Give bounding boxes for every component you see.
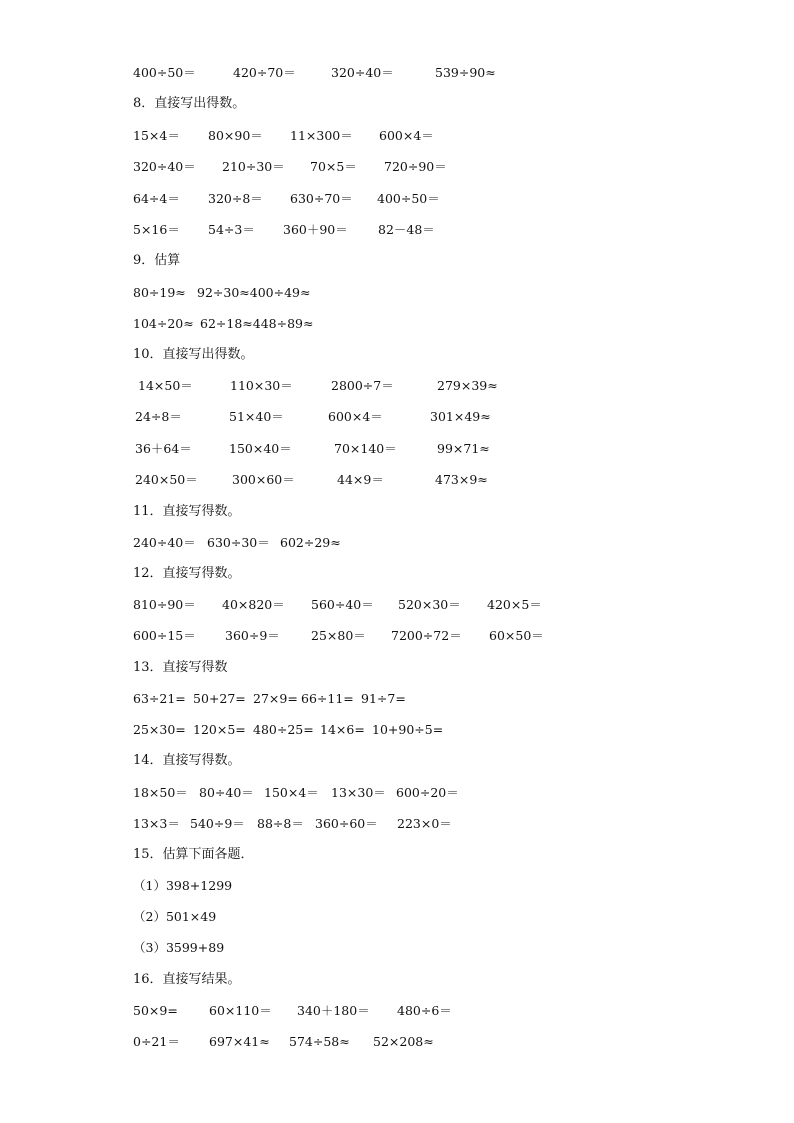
problem-item: 320÷40＝ bbox=[331, 65, 394, 80]
problem-item: 600×4＝ bbox=[379, 128, 434, 143]
problem-item: （1）398+1299 bbox=[133, 878, 233, 893]
problem-item: 80÷40＝ bbox=[199, 785, 254, 800]
problem-item: 300×60＝ bbox=[232, 472, 295, 487]
section-heading: 13．直接写得数 bbox=[133, 660, 228, 675]
problem-item: 54÷3＝ bbox=[208, 222, 255, 237]
problem-item: 810÷90＝ bbox=[133, 597, 196, 612]
section-heading: 15．估算下面各题． bbox=[133, 847, 254, 862]
problem-item: 104÷20≈ bbox=[133, 316, 194, 331]
problem-item: 400÷50＝ bbox=[377, 191, 440, 206]
problem-item: 51×40＝ bbox=[229, 409, 284, 424]
problem-item: 480÷25= bbox=[253, 722, 314, 737]
problem-item: 0÷21＝ bbox=[133, 1034, 180, 1049]
problem-item: 50×9= bbox=[133, 1003, 178, 1018]
problem-item: 210÷30＝ bbox=[222, 159, 285, 174]
problem-item: 360＋90＝ bbox=[283, 222, 348, 237]
problem-item: 574÷58≈ bbox=[289, 1034, 350, 1049]
problem-item: 10+90÷5= bbox=[372, 722, 444, 737]
problem-item: 602÷29≈ bbox=[280, 535, 341, 550]
problem-item: 13×30＝ bbox=[331, 785, 386, 800]
section-heading: 10．直接写出得数。 bbox=[133, 347, 254, 362]
problem-item: 80÷19≈ bbox=[133, 285, 186, 300]
problem-item: 480÷6＝ bbox=[397, 1003, 452, 1018]
problem-item: 70×5＝ bbox=[310, 159, 357, 174]
problem-item: 14×50＝ bbox=[138, 378, 193, 393]
problem-item: 7200÷72＝ bbox=[391, 628, 462, 643]
problem-item: 60×110＝ bbox=[209, 1003, 272, 1018]
problem-item: 560÷40＝ bbox=[311, 597, 374, 612]
problem-item: 70×140＝ bbox=[334, 441, 397, 456]
problem-item: 2800÷7＝ bbox=[331, 378, 394, 393]
problem-item: 360÷9＝ bbox=[225, 628, 280, 643]
problem-item: 473×9≈ bbox=[435, 472, 488, 487]
problem-item: 99×71≈ bbox=[437, 441, 490, 456]
problem-item: 92÷30≈400÷49≈ bbox=[197, 285, 311, 300]
problem-item: 11×300＝ bbox=[290, 128, 353, 143]
problem-item: 320÷8＝ bbox=[208, 191, 263, 206]
problem-item: 88÷8＝ bbox=[257, 816, 304, 831]
problem-item: 40×820＝ bbox=[222, 597, 285, 612]
problem-item: 27×9= bbox=[253, 691, 298, 706]
problem-item: 539÷90≈ bbox=[435, 65, 496, 80]
problem-item: 630÷30＝ bbox=[207, 535, 270, 550]
problem-item: 240÷40＝ bbox=[133, 535, 196, 550]
problem-item: 279×39≈ bbox=[437, 378, 498, 393]
section-heading: 9．估算 bbox=[133, 253, 181, 268]
problem-item: 25×80＝ bbox=[311, 628, 366, 643]
problem-item: 63÷21= bbox=[133, 691, 186, 706]
problem-item: 600÷20＝ bbox=[396, 785, 459, 800]
problem-item: 25×30= bbox=[133, 722, 186, 737]
problem-item: 24÷8＝ bbox=[135, 409, 182, 424]
problem-item: 150×4＝ bbox=[264, 785, 319, 800]
problem-item: 91÷7= bbox=[361, 691, 406, 706]
problem-item: 110×30＝ bbox=[230, 378, 293, 393]
problem-item: 600×4＝ bbox=[328, 409, 383, 424]
problem-item: 14×6= bbox=[320, 722, 365, 737]
section-heading: 16．直接写结果。 bbox=[133, 972, 241, 987]
problem-item: 301×49≈ bbox=[430, 409, 491, 424]
problem-item: 520×30＝ bbox=[398, 597, 461, 612]
problem-item: 150×40＝ bbox=[229, 441, 292, 456]
problem-item: 60×50＝ bbox=[489, 628, 544, 643]
problem-item: 5×16＝ bbox=[133, 222, 180, 237]
problem-item: 13×3＝ bbox=[133, 816, 180, 831]
problem-item: 120×5= bbox=[193, 722, 246, 737]
problem-item: 44×9＝ bbox=[337, 472, 384, 487]
problem-item: 15×4＝ bbox=[133, 128, 180, 143]
problem-item: 697×41≈ bbox=[209, 1034, 270, 1049]
problem-item: 50+27= bbox=[193, 691, 246, 706]
section-heading: 8．直接写出得数。 bbox=[133, 96, 246, 111]
problem-item: 540÷9＝ bbox=[190, 816, 245, 831]
problem-item: 400÷50＝ bbox=[133, 65, 196, 80]
problem-item: 80×90＝ bbox=[208, 128, 263, 143]
problem-item: 36＋64＝ bbox=[135, 441, 192, 456]
problem-item: 630÷70＝ bbox=[290, 191, 353, 206]
problem-item: 223×0＝ bbox=[397, 816, 452, 831]
problem-item: 420÷70＝ bbox=[233, 65, 296, 80]
problem-item: 340＋180＝ bbox=[297, 1003, 370, 1018]
problem-item: 82－48＝ bbox=[378, 222, 435, 237]
problem-item: （2）501×49 bbox=[133, 909, 217, 924]
section-heading: 12．直接写得数。 bbox=[133, 566, 241, 581]
problem-item: 18×50＝ bbox=[133, 785, 188, 800]
problem-item: 240×50＝ bbox=[135, 472, 198, 487]
problem-item: 420×5＝ bbox=[487, 597, 542, 612]
problem-item: 66÷11= bbox=[301, 691, 354, 706]
section-heading: 11．直接写得数。 bbox=[133, 504, 241, 519]
section-heading: 14．直接写得数。 bbox=[133, 753, 241, 768]
problem-item: 62÷18≈448÷89≈ bbox=[200, 316, 314, 331]
problem-item: 600÷15＝ bbox=[133, 628, 196, 643]
problem-item: 64÷4＝ bbox=[133, 191, 180, 206]
problem-item: 320÷40＝ bbox=[133, 159, 196, 174]
problem-item: 360÷60＝ bbox=[315, 816, 378, 831]
problem-item: 720÷90＝ bbox=[384, 159, 447, 174]
problem-item: 52×208≈ bbox=[373, 1034, 434, 1049]
problem-item: （3）3599+89 bbox=[133, 940, 225, 955]
